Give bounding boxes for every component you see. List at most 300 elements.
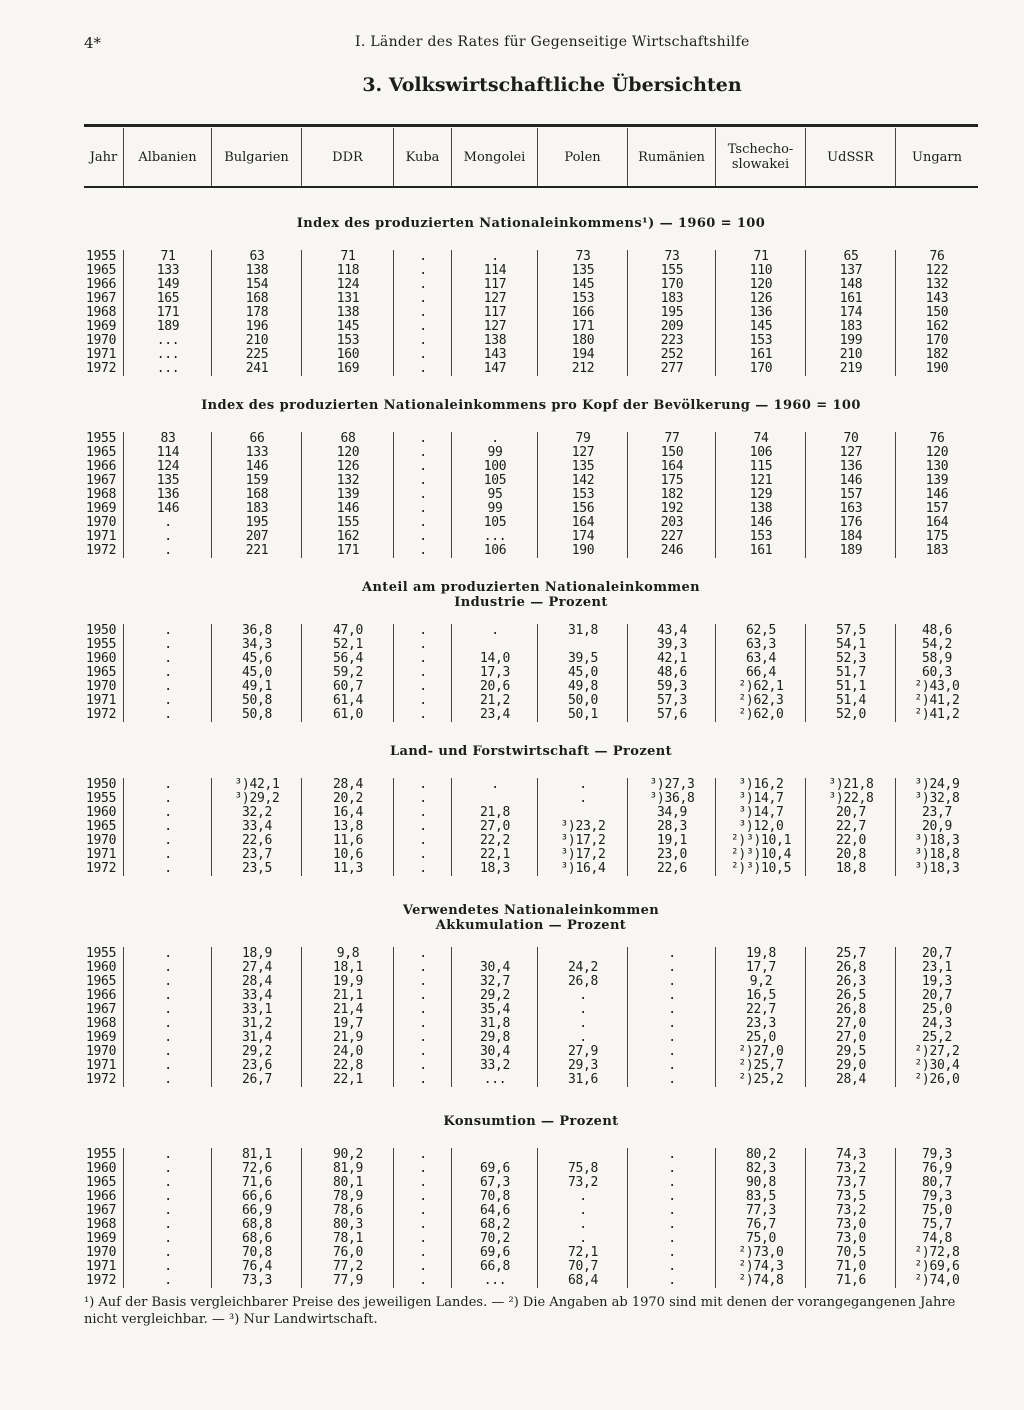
- value-cell: .: [164, 1175, 172, 1190]
- value-cell: 83,5: [745, 1189, 777, 1204]
- value-cell: .: [419, 974, 427, 989]
- value-cell: ³)14,7: [738, 791, 784, 806]
- value-cell: 33,1: [241, 1002, 273, 1017]
- column-separator: [123, 250, 124, 376]
- table-row: [84, 1274, 978, 1288]
- value-cell: .: [419, 1273, 427, 1288]
- value-cell: .: [668, 1203, 676, 1218]
- value-cell: 29,5: [835, 1044, 867, 1059]
- table-row: [84, 516, 978, 530]
- value-cell: 22,7: [745, 1002, 777, 1017]
- year-cell: 1960: [86, 1161, 117, 1176]
- value-cell: .: [668, 1273, 676, 1288]
- year-cell: 1968: [86, 1217, 117, 1232]
- value-cell: .: [164, 1072, 172, 1087]
- value-cell: 114: [156, 445, 180, 460]
- table-row: [84, 792, 978, 806]
- value-cell: 21,2: [479, 693, 511, 708]
- value-cell: 22,6: [241, 833, 273, 848]
- value-cell: 277: [660, 361, 684, 376]
- value-cell: 64,6: [479, 1203, 511, 1218]
- value-cell: .: [164, 1245, 172, 1260]
- year-cell: 1967: [86, 291, 117, 306]
- column-separator: [301, 432, 302, 558]
- value-cell: 32,2: [241, 805, 273, 820]
- value-cell: .: [419, 805, 427, 820]
- value-cell: 26,5: [835, 988, 867, 1003]
- value-cell: .: [579, 1002, 587, 1017]
- year-cell: 1955: [86, 791, 117, 806]
- value-cell: .: [668, 1259, 676, 1274]
- value-cell: .: [419, 988, 427, 1003]
- year-cell: 1969: [86, 501, 117, 516]
- value-cell: .: [668, 946, 676, 961]
- value-cell: 99: [487, 445, 503, 460]
- value-cell: 51,4: [835, 693, 867, 708]
- column-separator: [123, 778, 124, 876]
- value-cell: .: [419, 960, 427, 975]
- value-cell: 24,2: [567, 960, 599, 975]
- value-cell: .: [164, 946, 172, 961]
- column-separator: [895, 947, 896, 1087]
- year-cell: 1967: [86, 473, 117, 488]
- value-cell: .: [419, 529, 427, 544]
- value-cell: 73,5: [835, 1189, 867, 1204]
- value-cell: ²)30,4: [914, 1058, 960, 1073]
- value-cell: 45,6: [241, 651, 273, 666]
- value-cell: .: [419, 487, 427, 502]
- value-cell: 70: [843, 431, 859, 446]
- value-cell: .: [419, 459, 427, 474]
- value-cell: 19,1: [656, 833, 688, 848]
- table-row: [84, 1190, 978, 1204]
- value-cell: ³)14,7: [738, 805, 784, 820]
- value-cell: 80,3: [332, 1217, 364, 1232]
- footnote-line: ¹) Auf der Basis vergleichbarer Preise des jeweiligen Landes. — ²) Die Angaben ab 1970 sind mit denen der vorangegangenen Jahre: [84, 1295, 956, 1310]
- column-header: UdSSR: [806, 128, 896, 186]
- value-cell: 79,3: [921, 1189, 953, 1204]
- year-cell: 1960: [86, 651, 117, 666]
- column-separator: [895, 250, 896, 376]
- table-row: [84, 989, 978, 1003]
- value-cell: 161: [839, 291, 863, 306]
- value-cell: .: [668, 1189, 676, 1204]
- column-separator: [211, 1148, 212, 1288]
- year-cell: 1965: [86, 445, 117, 460]
- value-cell: 63,4: [745, 651, 777, 666]
- value-cell: 19,7: [332, 1016, 364, 1031]
- value-cell: .: [579, 1189, 587, 1204]
- section-title: Verwendetes Nationaleinkommen: [402, 903, 660, 918]
- value-cell: .: [164, 529, 172, 544]
- value-cell: 29,8: [479, 1030, 511, 1045]
- year-cell: 1972: [86, 861, 117, 876]
- value-cell: .: [164, 1259, 172, 1274]
- table-section: [84, 398, 978, 558]
- value-cell: 174: [839, 305, 863, 320]
- value-cell: .: [164, 1161, 172, 1176]
- value-cell: 75,0: [921, 1203, 953, 1218]
- column-header: Kuba: [394, 128, 452, 186]
- value-cell: .: [668, 1044, 676, 1059]
- value-cell: ³)21,8: [828, 777, 874, 792]
- value-cell: ³)27,3: [649, 777, 695, 792]
- value-cell: 100: [483, 459, 507, 474]
- value-cell: 52,1: [332, 637, 364, 652]
- value-cell: 25,0: [745, 1030, 777, 1045]
- value-cell: ...: [483, 529, 507, 544]
- value-cell: .: [419, 946, 427, 961]
- value-cell: .: [419, 319, 427, 334]
- section-title: Index des produzierten Nationaleinkommens¹) — 1960 = 100: [296, 216, 766, 231]
- year-cell: 1970: [86, 1245, 117, 1260]
- year-cell: 1968: [86, 487, 117, 502]
- year-cell: 1970: [86, 333, 117, 348]
- table-row: [84, 680, 978, 694]
- value-cell: .: [668, 1030, 676, 1045]
- value-cell: .: [419, 431, 427, 446]
- value-cell: 66,4: [745, 665, 777, 680]
- value-cell: 69,6: [479, 1161, 511, 1176]
- column-separator: [627, 624, 628, 722]
- value-cell: 80,2: [745, 1147, 777, 1162]
- column-separator: [451, 1148, 452, 1288]
- table-row: [84, 1059, 978, 1073]
- value-cell: .: [419, 1044, 427, 1059]
- value-cell: 78,1: [332, 1231, 364, 1246]
- value-cell: 75,8: [567, 1161, 599, 1176]
- value-cell: .: [419, 263, 427, 278]
- value-cell: .: [419, 1058, 427, 1073]
- value-cell: 68: [340, 431, 356, 446]
- value-cell: 81,9: [332, 1161, 364, 1176]
- running-head: I. Länder des Rates für Gegenseitige Wirtschaftshilfe: [355, 34, 750, 50]
- value-cell: 67,3: [479, 1175, 511, 1190]
- value-cell: 63,3: [745, 637, 777, 652]
- value-cell: 139: [925, 473, 949, 488]
- value-cell: .: [419, 1072, 427, 1087]
- value-cell: 73,7: [835, 1175, 867, 1190]
- value-cell: 127: [483, 291, 507, 306]
- value-cell: .: [164, 777, 172, 792]
- value-cell: ²)26,0: [914, 1072, 960, 1087]
- value-cell: 90,8: [745, 1175, 777, 1190]
- value-cell: .: [668, 1002, 676, 1017]
- value-cell: 166: [571, 305, 595, 320]
- value-cell: 73,0: [835, 1217, 867, 1232]
- value-cell: 135: [571, 459, 595, 474]
- value-cell: .: [164, 988, 172, 1003]
- value-cell: .: [419, 515, 427, 530]
- value-cell: .: [419, 777, 427, 792]
- year-cell: 1970: [86, 1044, 117, 1059]
- column-header: Rumänien: [628, 128, 716, 186]
- column-separator: [805, 624, 806, 722]
- value-cell: 162: [336, 529, 360, 544]
- column-separator: [715, 947, 716, 1087]
- year-cell: 1969: [86, 319, 117, 334]
- value-cell: .: [419, 847, 427, 862]
- value-cell: 51,7: [835, 665, 867, 680]
- value-cell: 219: [839, 361, 863, 376]
- value-cell: 26,3: [835, 974, 867, 989]
- value-cell: .: [579, 1203, 587, 1218]
- value-cell: 23,1: [921, 960, 953, 975]
- value-cell: 227: [660, 529, 684, 544]
- value-cell: .: [668, 988, 676, 1003]
- value-cell: 73,2: [567, 1175, 599, 1190]
- value-cell: 80,7: [921, 1175, 953, 1190]
- value-cell: 149: [156, 277, 180, 292]
- table-row: [84, 432, 978, 446]
- year-cell: 1965: [86, 974, 117, 989]
- value-cell: 29,3: [567, 1058, 599, 1073]
- value-cell: 50,1: [567, 707, 599, 722]
- value-cell: 45,0: [567, 665, 599, 680]
- value-cell: ²)62,0: [738, 707, 784, 722]
- value-cell: ³)12,0: [738, 819, 784, 834]
- value-cell: 76: [929, 431, 945, 446]
- year-cell: 1960: [86, 805, 117, 820]
- table-row: [84, 1176, 978, 1190]
- value-cell: .: [164, 515, 172, 530]
- value-cell: 77,9: [332, 1273, 364, 1288]
- value-cell: 80,1: [332, 1175, 364, 1190]
- value-cell: 9,8: [336, 946, 360, 961]
- value-cell: 65: [843, 249, 859, 264]
- section-title: Index des produzierten Nationaleinkommens pro Kopf der Bevölkerung — 1960 = 100: [201, 398, 861, 413]
- value-cell: 132: [336, 473, 360, 488]
- year-cell: 1972: [86, 1072, 117, 1087]
- value-cell: 183: [660, 291, 684, 306]
- column-separator: [715, 250, 716, 376]
- value-cell: 246: [660, 543, 684, 558]
- value-cell: ²)73,0: [738, 1245, 784, 1260]
- year-cell: 1966: [86, 277, 117, 292]
- value-cell: ²)41,2: [914, 707, 960, 722]
- value-cell: 50,0: [567, 693, 599, 708]
- column-separator: [301, 947, 302, 1087]
- table-row: [84, 264, 978, 278]
- column-separator: [537, 778, 538, 876]
- value-cell: .: [579, 1217, 587, 1232]
- table-section: [84, 744, 978, 876]
- column-separator: [301, 624, 302, 722]
- value-cell: .: [419, 277, 427, 292]
- value-cell: 146: [336, 501, 360, 516]
- value-cell: 150: [660, 445, 684, 460]
- value-cell: .: [419, 679, 427, 694]
- value-cell: 120: [749, 277, 773, 292]
- value-cell: 23,7: [921, 805, 953, 820]
- column-separator: [393, 778, 394, 876]
- table-row: [84, 292, 978, 306]
- column-separator: [211, 624, 212, 722]
- column-header: Polen: [538, 128, 628, 186]
- year-cell: 1969: [86, 1030, 117, 1045]
- value-cell: 24,0: [332, 1044, 364, 1059]
- value-cell: 175: [660, 473, 684, 488]
- value-cell: .: [164, 1147, 172, 1162]
- value-cell: ³)17,2: [560, 847, 606, 862]
- value-cell: 195: [660, 305, 684, 320]
- value-cell: ²)³)10,4: [730, 847, 792, 862]
- value-cell: 180: [571, 333, 595, 348]
- value-cell: .: [164, 805, 172, 820]
- year-cell: 1950: [86, 777, 117, 792]
- column-header: Mongolei: [452, 128, 538, 186]
- value-cell: .: [164, 679, 172, 694]
- value-cell: ³)36,8: [649, 791, 695, 806]
- value-cell: 22,1: [332, 1072, 364, 1087]
- value-cell: 54,1: [835, 637, 867, 652]
- value-cell: 20,2: [332, 791, 364, 806]
- value-cell: 157: [925, 501, 949, 516]
- value-cell: .: [419, 473, 427, 488]
- value-cell: .: [419, 543, 427, 558]
- year-cell: 1972: [86, 543, 117, 558]
- value-cell: 33,4: [241, 988, 273, 1003]
- value-cell: .: [164, 1231, 172, 1246]
- value-cell: 203: [660, 515, 684, 530]
- value-cell: 29,2: [479, 988, 511, 1003]
- value-cell: 127: [483, 319, 507, 334]
- table-row: [84, 1073, 978, 1087]
- value-cell: .: [164, 693, 172, 708]
- value-cell: 139: [336, 487, 360, 502]
- value-cell: 23,7: [241, 847, 273, 862]
- value-cell: 170: [660, 277, 684, 292]
- value-cell: 182: [660, 487, 684, 502]
- table-row: [84, 1232, 978, 1246]
- value-cell: 26,8: [835, 1002, 867, 1017]
- value-cell: 130: [925, 459, 949, 474]
- value-cell: 146: [245, 459, 269, 474]
- column-separator: [123, 947, 124, 1087]
- value-cell: 19,3: [921, 974, 953, 989]
- year-cell: 1971: [86, 847, 117, 862]
- table-section: [84, 580, 978, 722]
- column-separator: [393, 1148, 394, 1288]
- year-cell: 1955: [86, 431, 117, 446]
- value-cell: 70,5: [835, 1245, 867, 1260]
- value-cell: 164: [571, 515, 595, 530]
- column-separator: [805, 250, 806, 376]
- value-cell: 23,6: [241, 1058, 273, 1073]
- value-cell: 50,8: [241, 693, 273, 708]
- value-cell: .: [164, 637, 172, 652]
- table-row: [84, 488, 978, 502]
- value-cell: 190: [925, 361, 949, 376]
- value-cell: 20,9: [921, 819, 953, 834]
- value-cell: 30,4: [479, 1044, 511, 1059]
- value-cell: 126: [336, 459, 360, 474]
- value-cell: 66,6: [241, 1189, 273, 1204]
- value-cell: 155: [336, 515, 360, 530]
- value-cell: .: [164, 861, 172, 876]
- table-row: [84, 1148, 978, 1162]
- value-cell: 76,9: [921, 1161, 953, 1176]
- value-cell: 62,5: [745, 623, 777, 638]
- table-row: [84, 961, 978, 975]
- value-cell: ³)22,8: [828, 791, 874, 806]
- value-cell: 51,1: [835, 679, 867, 694]
- value-cell: 27,0: [479, 819, 511, 834]
- value-cell: 31,8: [567, 623, 599, 638]
- value-cell: 163: [839, 501, 863, 516]
- table-row: [84, 624, 978, 638]
- value-cell: .: [419, 693, 427, 708]
- value-cell: .: [579, 1016, 587, 1031]
- value-cell: 153: [336, 333, 360, 348]
- column-separator: [805, 778, 806, 876]
- table-row: [84, 778, 978, 792]
- value-cell: 22,2: [479, 833, 511, 848]
- value-cell: 29,2: [241, 1044, 273, 1059]
- value-cell: .: [491, 777, 499, 792]
- value-cell: 48,6: [656, 665, 688, 680]
- value-cell: 196: [245, 319, 269, 334]
- value-cell: 150: [925, 305, 949, 320]
- value-cell: 77: [664, 431, 680, 446]
- value-cell: .: [668, 1058, 676, 1073]
- year-cell: 1966: [86, 988, 117, 1003]
- column-header: Ungarn: [912, 149, 962, 165]
- header-rule-bottom: [84, 186, 978, 188]
- value-cell: 221: [245, 543, 269, 558]
- year-cell: 1960: [86, 960, 117, 975]
- value-cell: 23,5: [241, 861, 273, 876]
- value-cell: .: [668, 960, 676, 975]
- table-row: [84, 1003, 978, 1017]
- value-cell: .: [579, 1030, 587, 1045]
- value-cell: 76,4: [241, 1259, 273, 1274]
- value-cell: .: [164, 1002, 172, 1017]
- value-cell: 66: [249, 431, 265, 446]
- value-cell: ³)29,2: [234, 791, 280, 806]
- value-cell: .: [164, 543, 172, 558]
- value-cell: 21,1: [332, 988, 364, 1003]
- value-cell: .: [419, 833, 427, 848]
- table-row: [84, 544, 978, 558]
- value-cell: 28,4: [241, 974, 273, 989]
- column-separator: [537, 1148, 538, 1288]
- value-cell: .: [579, 988, 587, 1003]
- value-cell: 71: [753, 249, 769, 264]
- value-cell: 81,1: [241, 1147, 273, 1162]
- value-cell: 22,0: [835, 833, 867, 848]
- year-cell: 1970: [86, 679, 117, 694]
- section-rows: [84, 947, 978, 1087]
- value-cell: 18,9: [241, 946, 273, 961]
- value-cell: 136: [156, 487, 180, 502]
- value-cell: .: [164, 1203, 172, 1218]
- table-row: [84, 474, 978, 488]
- table-row: [84, 652, 978, 666]
- section-title: Konsumtion — Prozent: [443, 1114, 619, 1129]
- value-cell: 73,3: [241, 1273, 273, 1288]
- section-subtitle: Akkumulation — Prozent: [435, 918, 627, 933]
- value-cell: ²)27,0: [738, 1044, 784, 1059]
- section-rows: [84, 778, 978, 876]
- value-cell: .: [419, 445, 427, 460]
- column-separator: [715, 1148, 716, 1288]
- value-cell: 56,4: [332, 651, 364, 666]
- value-cell: 143: [925, 291, 949, 306]
- value-cell: 124: [156, 459, 180, 474]
- table-row: [84, 530, 978, 544]
- column-separator: [301, 1148, 302, 1288]
